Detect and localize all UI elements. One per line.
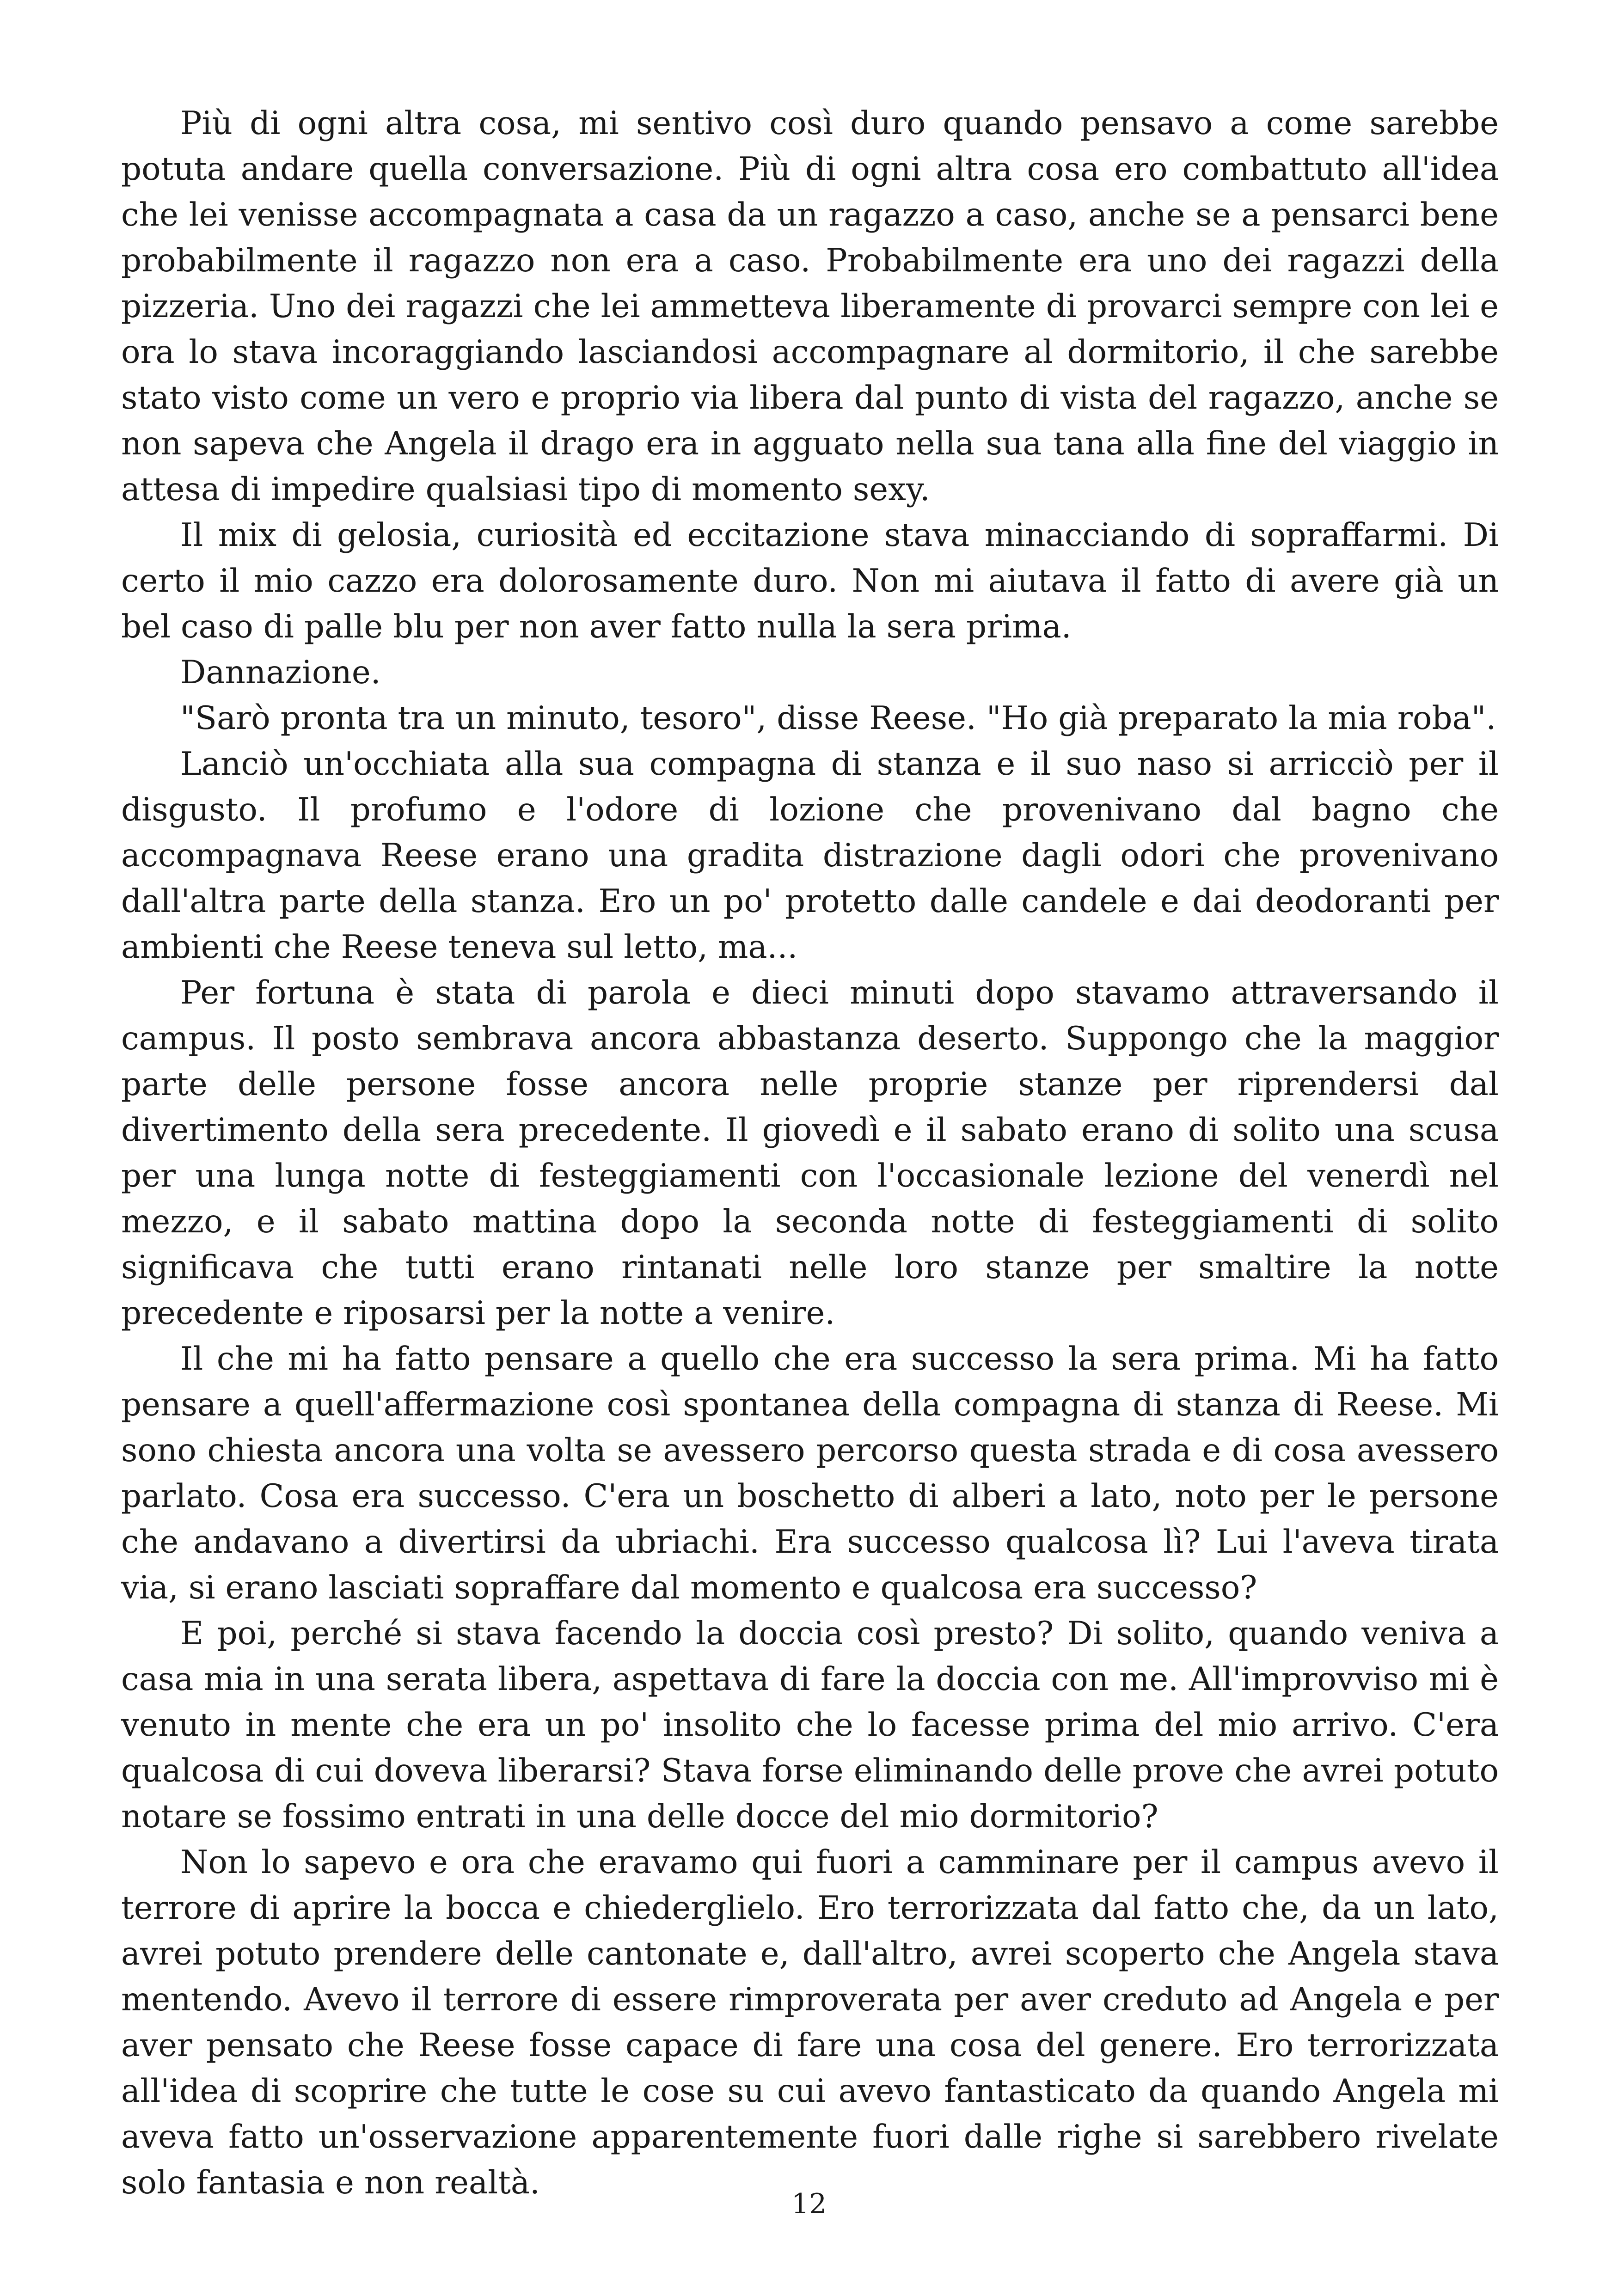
paragraph: "Sarò pronta tra un minuto, tesoro", disse Reese. "Ho già preparato la mia roba". (180, 700, 1496, 737)
paragraph: Non lo sapevo e ora che eravamo qui fuori a camminare per il campus avevo il terrore di aprire la bocca e chiederglielo. Ero terrorizzata dal fatto che, da un lato, avrei potuto prendere delle cantonate e, dall'altro, avrei scoperto che Angela stava mentendo. Avevo il terrore di essere rimproverata per aver creduto ad Angela e per aver pensato che Reese fosse capace di fare una cosa del genere. Ero terrorizzata all'idea di scoprire che tutte le cose su cui avevo fantasticato da quando Angela mi aveva fatto un'osservazione apparentemente fuori dalle righe si sarebbero rivelate solo fantasia e non realtà. (121, 1844, 1499, 2201)
paragraph: Per fortuna è stata di parola e dieci minuti dopo stavamo attraversando il campus. Il posto sembrava ancora abbastanza deserto. Suppongo che la maggior parte delle persone fosse ancora nelle proprie stanze per riprendersi dal divertimento della sera precedente. Il giovedì e il sabato erano di solito una scusa per una lunga notte di festeggiamenti con l'occasionale lezione del venerdì nel mezzo, e il sabato mattina dopo la seconda notte di festeggiamenti di solito significava che tutti erano rintanati nelle loro stanze per smaltire la notte precedente e riposarsi per la notte a venire. (121, 974, 1499, 1332)
paragraph: Dannazione. (180, 654, 381, 691)
body-text (121, 101, 1499, 2206)
paragraph: E poi, perché si stava facendo la doccia così presto? Di solito, quando veniva a casa mia in una serata libera, aspettava di fare la doccia con me. All'improvviso mi è venuto in mente che era un po' insolito che lo facesse prima del mio arrivo. C'era qualcosa di cui doveva liberarsi? Stava forse eliminando delle prove che avrei potuto notare se fossimo entrati in una delle docce del mio dormitorio? (121, 1615, 1499, 1835)
paragraph: Il che mi ha fatto pensare a quello che era successo la sera prima. Mi ha fatto pensare a quell'affermazione così spontanea della compagna di stanza di Reese. Mi sono chiesta ancora una volta se avessero percorso questa strada e di cosa avessero parlato. Cosa era successo. C'era un boschetto di alberi a lato, noto per le persone che andavano a divertirsi da ubriachi. Era successo qualcosa lì? Lui l'aveva tirata via, si erano lasciati sopraffare dal momento e qualcosa era successo? (121, 1341, 1499, 1606)
page-number: 12 (791, 2188, 827, 2220)
paragraph: Più di ogni altra cosa, mi sentivo così duro quando pensavo a come sarebbe potuta andare quella conversazione. Più di ogni altra cosa ero combattuto all'idea che lei venisse accompagnata a casa da un ragazzo a caso, anche se a pensarci bene probabilmente il ragazzo non era a caso. Probabilmente era uno dei ragazzi della pizzeria. Uno dei ragazzi che lei ammetteva liberamente di provarci sempre con lei e ora lo stava incoraggiando lasciandosi accompagnare al dormitorio, il che sarebbe stato visto come un vero e proprio via libera dal punto di vista del ragazzo, anche se non sapeva che Angela il drago era in agguato nella sua tana alla fine del viaggio in attesa di impedire qualsiasi tipo di momento sexy. (121, 105, 1499, 508)
paragraph: Lanciò un'occhiata alla sua compagna di stanza e il suo naso si arricciò per il disgusto. Il profumo e l'odore di lozione che provenivano dal bagno che accompagnava Reese erano una gradita distrazione dagli odori che provenivano dall'altra parte della stanza. Ero un po' protetto dalle candele e dai deodoranti per ambienti che Reese teneva sul letto, ma... (121, 746, 1499, 966)
paragraph: Il mix di gelosia, curiosità ed eccitazione stava minacciando di sopraffarmi. Di certo il mio cazzo era dolorosamente duro. Non mi aiutava il fatto di avere già un bel caso di palle blu per non aver fatto nulla la sera prima. (121, 517, 1499, 645)
